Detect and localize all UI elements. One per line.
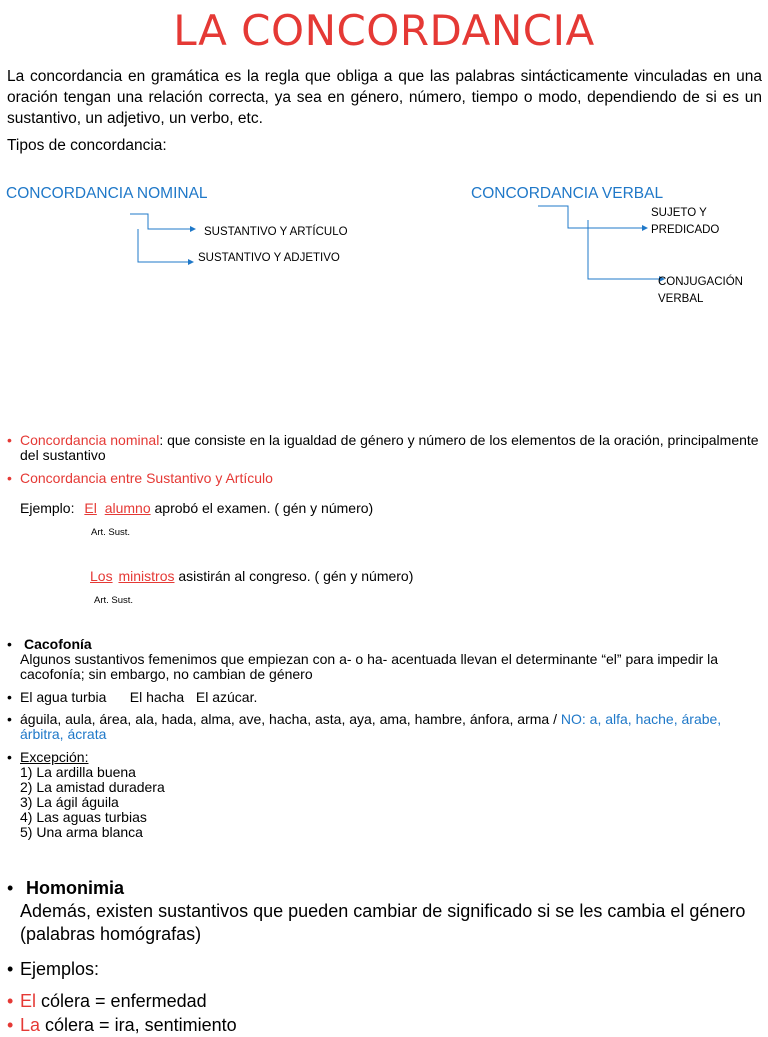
nominal-term: Concordancia nominal [20,432,160,448]
example-1 [20,501,373,516]
tipos-heading: Tipos de concordancia: [7,137,167,154]
cacofonia-text: Algunos sustantivos femenimos que empiezan con a- o ha- acentuada llevan el determinante “el” para impedir la cacofonía; sin embargo, no cambian de género [20,651,719,682]
nominal-definition [7,433,762,463]
arrow-conjugacion [588,220,660,279]
arrow-sustantivo-articulo [130,214,192,229]
branch-sustantivo-adjetivo: SUSTANTIVO Y ADJETIVO [198,252,340,264]
example-2-noun: ministros [118,568,175,584]
bullet-icon: • [7,470,12,486]
branch-sustantivo-articulo: SUSTANTIVO Y ARTÍCULO [204,226,348,238]
cacofonia-heading: Cacofonía [24,636,92,652]
ejemplos-text: Ejemplos: [20,959,100,979]
example-2-note: Art. Sust. [94,595,134,606]
bullet-icon: • [7,1015,14,1035]
colera-2-article: La [20,1015,41,1035]
concordancia-diagram [0,0,768,320]
bullet-icon: • [7,959,14,979]
arrowhead-2 [188,259,194,265]
excepcion-item-2: 2) La amistad duradera [20,779,165,795]
words-no: NO: a, alfa, hache, árabe, árbitra, ácrata [20,711,722,742]
example-2-article: Los [90,568,113,584]
words-text [20,712,762,742]
colera-1-item [7,990,762,1013]
example-label: Ejemplo: [20,500,75,516]
colera-2-rest: cólera = ira, sentimiento [40,1015,237,1035]
bullet-icon: • [7,711,12,727]
agua-text: El agua turbia El hacha El azúcar. [20,689,258,705]
nominal-arrows [130,214,192,262]
example-1-noun: alumno [104,500,151,516]
branch-conjugacion-verbal [658,274,743,308]
verbal-arrows [538,206,660,279]
words-item [7,712,762,742]
excepcion-item-4: 4) Las aguas turbias [20,809,147,825]
page-title: LA CONCORDANCIA [173,6,595,55]
agua-item [7,690,762,705]
verbal-heading: CONCORDANCIA VERBAL [471,185,664,202]
example-1-article: El [84,500,97,516]
bullet-icon: • [7,636,12,652]
homonimia-item [7,877,762,946]
colera-1-text [20,990,762,1013]
colera-2-text [20,1014,762,1037]
ejemplos-item [7,958,762,981]
bullet-icon: • [7,749,12,765]
colera-2-item [7,1014,762,1037]
arrow-sujeto-predicado [538,206,644,228]
branch-conjugacion-line2: VERBAL [658,293,704,305]
bullet-icon: • [7,432,12,448]
cacofonia-item [7,637,762,682]
arrowhead-3 [642,225,648,231]
intro-paragraph: La concordancia en gramática es la regla que obliga a que las palabras sintácticamente vinculadas en una oración tengan una relación correcta, ya sea en género, número, tiempo o modo, dependiendo de si es un sustantivo, un adjetivo, un verbo, etc. [7,68,762,127]
bullet-icon: • [7,878,14,898]
bullet-icon: • [7,689,12,705]
branch-sujeto-line1: SUJETO Y [651,207,707,219]
excepcion-item-5: 5) Una arma blanca [20,824,143,840]
excepcion-item-1: 1) La ardilla buena [20,764,136,780]
excepcion-item-3: 3) La ágil águila [20,794,119,810]
homonimia-heading: Homonimia [26,878,125,898]
example-2-rest: asistirán al congreso. ( gén y número) [178,568,414,584]
example-1-rest: aprobó el examen. ( gén y número) [154,500,374,516]
sustantivo-articulo-text: Concordancia entre Sustantivo y Artículo [20,470,273,486]
excepcion-item [7,750,762,840]
homonimia-text: Además, existen sustantivos que pueden cambiar de significado si se les cambia el género (palabras homógrafas) [20,901,746,944]
excepcion-heading: Excepción: [20,749,89,765]
sustantivo-articulo-item [7,471,762,486]
branch-sujeto-line2: PREDICADO [651,224,720,236]
colera-1-rest: cólera = enfermedad [36,991,207,1011]
nominal-definition-text [20,433,762,463]
branch-sujeto-predicado [651,205,719,239]
nominal-rest: : que consiste en la igualdad de género y número de los elementos de la oración, principalmente del sustantivo [20,432,759,463]
bullet-icon: • [7,991,14,1011]
arrowhead-1 [190,226,196,232]
example-2 [90,569,413,584]
colera-1-article: El [20,991,37,1011]
words-list: águila, aula, área, ala, hada, alma, ave, hacha, asta, aya, ama, hambre, ánfora, arma / [20,711,561,727]
nominal-heading: CONCORDANCIA NOMINAL [6,185,208,202]
example-1-note: Art. Sust. [91,527,131,538]
arrow-sustantivo-adjetivo [138,229,190,262]
branch-conjugacion-line1: CONJUGACIÓN [658,276,743,288]
